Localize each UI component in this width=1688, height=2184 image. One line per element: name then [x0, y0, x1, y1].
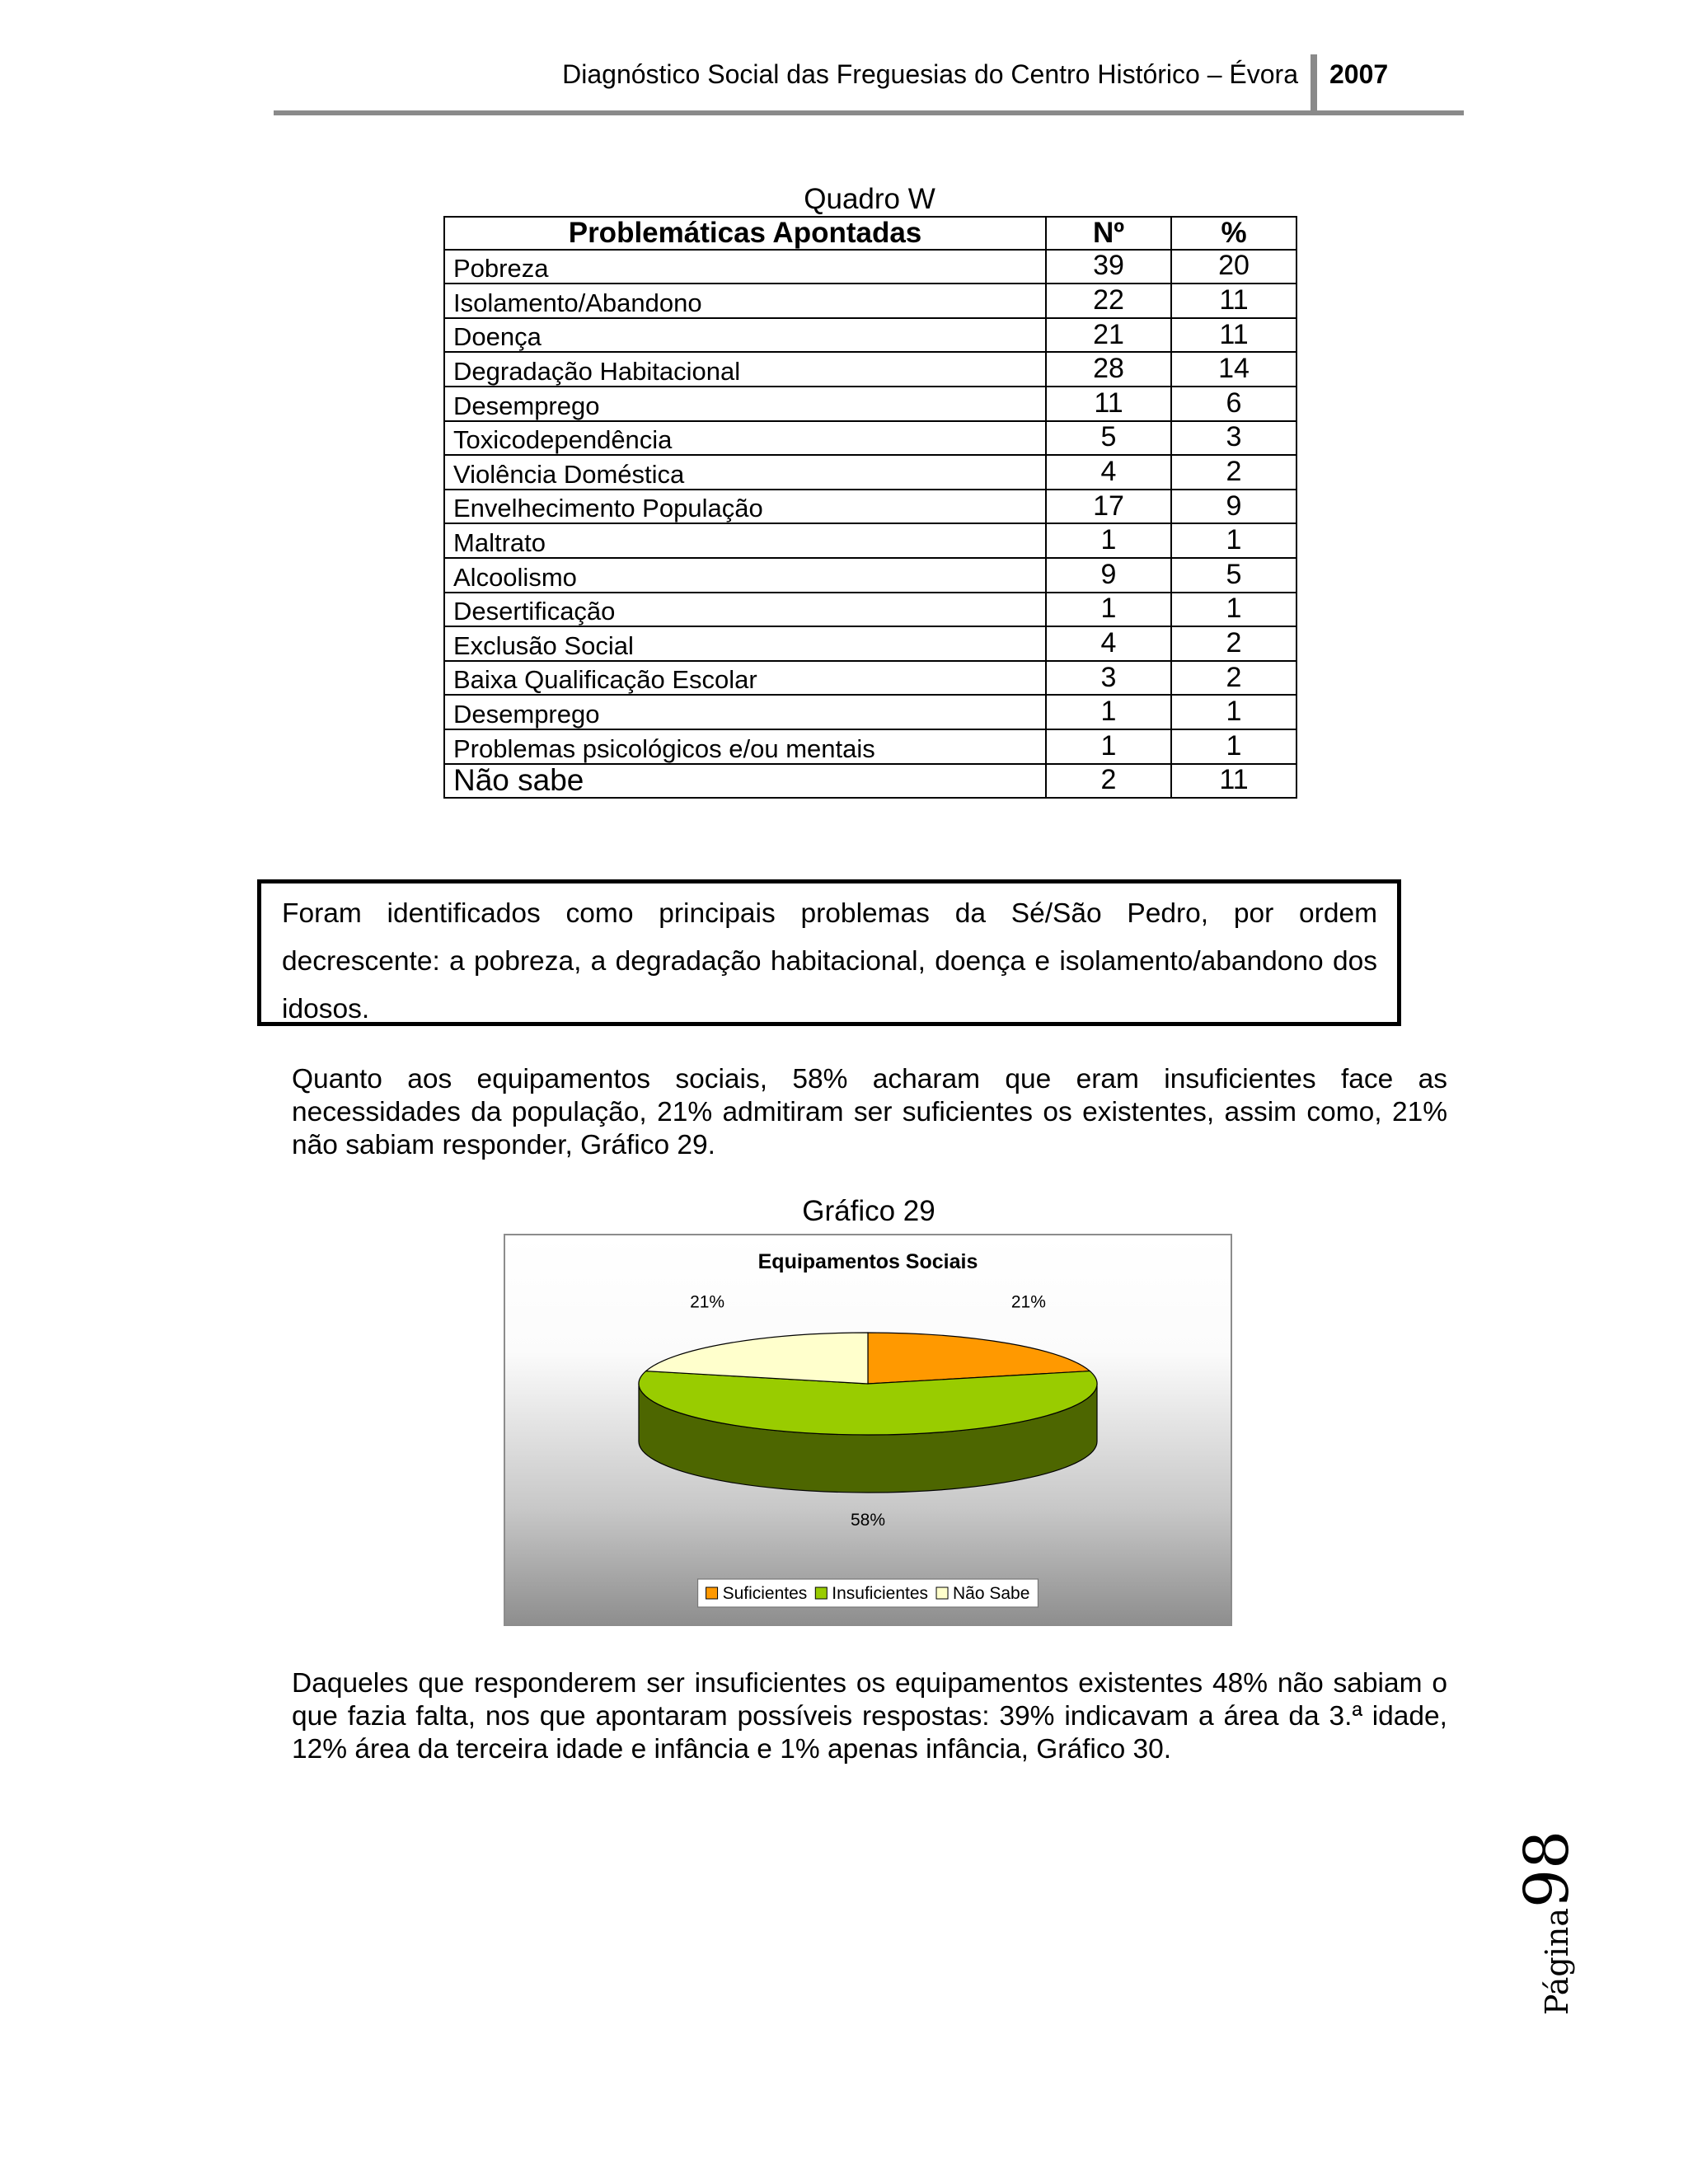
pie-chart — [505, 1235, 1231, 1624]
paragraph-insufficient: Daqueles que responderem ser insuficientes os equipamentos existentes 48% não sabiam o que fazia falta, nos que apontaram possíveis respostas: 39% indicavam a área da 3.ª idade, 12% área da terceira idade e infância e 1% apenas infância, Gráfico 30. — [292, 1668, 1447, 1765]
pie-label-0: 21% — [1010, 1292, 1046, 1312]
percent-cell: 20 — [1171, 250, 1296, 284]
page-number-block — [1512, 1830, 1582, 2016]
percent-cell: 11 — [1171, 284, 1296, 318]
problem-cell: Baixa Qualificação Escolar — [444, 661, 1046, 696]
column-header-percent: % — [1171, 217, 1296, 250]
chart-legend — [698, 1579, 1039, 1607]
pie-top-slices — [639, 1333, 1097, 1435]
problems-table — [443, 216, 1297, 799]
table-row — [444, 626, 1296, 661]
percent-cell: 2 — [1171, 455, 1296, 490]
percent-cell: 2 — [1171, 626, 1296, 661]
percent-cell: 1 — [1171, 729, 1296, 764]
table-row — [444, 250, 1296, 284]
percent-cell: 11 — [1171, 764, 1296, 799]
problem-cell: Toxicodependência — [444, 421, 1046, 456]
legend-label-1: Insuficientes — [832, 1584, 929, 1603]
problem-cell: Envelhecimento População — [444, 490, 1046, 524]
legend-swatch-2 — [936, 1587, 948, 1599]
count-cell: 28 — [1046, 352, 1171, 387]
chart-title: Equipamentos Sociais — [757, 1250, 978, 1273]
highlight-text: Foram identificados como principais problemas da Sé/São Pedro, por ordem decrescente: a pobreza, a degradação habitacional, doença e isolamento/abandono dos idosos. — [282, 898, 1377, 1024]
problem-cell: Desemprego — [444, 387, 1046, 421]
legend-swatch-1 — [815, 1587, 827, 1599]
legend-label-0: Suficientes — [722, 1584, 808, 1603]
table-caption: Quadro W — [804, 183, 935, 215]
table-header-row — [444, 217, 1296, 250]
percent-cell: 6 — [1171, 387, 1296, 421]
problem-cell: Problemas psicológicos e/ou mentais — [444, 729, 1046, 764]
count-cell: 17 — [1046, 490, 1171, 524]
table-row — [444, 523, 1296, 558]
problem-cell: Isolamento/Abandono — [444, 284, 1046, 318]
column-header-count: Nº — [1046, 217, 1171, 250]
count-cell: 3 — [1046, 661, 1171, 696]
table-row — [444, 421, 1296, 456]
highlight-box — [257, 879, 1401, 1026]
table-row — [444, 387, 1296, 421]
table-row — [444, 764, 1296, 799]
count-cell: 1 — [1046, 523, 1171, 558]
count-cell: 9 — [1046, 558, 1171, 593]
problem-cell: Maltrato — [444, 523, 1046, 558]
count-cell: 1 — [1046, 695, 1171, 729]
problem-cell: Desemprego — [444, 695, 1046, 729]
percent-cell: 11 — [1171, 318, 1296, 353]
header-separator — [1311, 54, 1317, 114]
problem-cell: Violência Doméstica — [444, 455, 1046, 490]
count-cell: 22 — [1046, 284, 1171, 318]
count-cell: 5 — [1046, 421, 1171, 456]
table-row — [444, 661, 1296, 696]
percent-cell: 1 — [1171, 695, 1296, 729]
percent-cell: 3 — [1171, 421, 1296, 456]
legend-label-2: Não Sabe — [953, 1584, 1030, 1603]
page-word: Página — [1539, 1908, 1575, 2016]
pie-chart-frame — [504, 1234, 1232, 1626]
table-row — [444, 352, 1296, 387]
table-row — [444, 455, 1296, 490]
table-row — [444, 318, 1296, 353]
chart-caption: Gráfico 29 — [802, 1195, 935, 1227]
table-row — [444, 558, 1296, 593]
problem-cell: Alcoolismo — [444, 558, 1046, 593]
count-cell: 4 — [1046, 455, 1171, 490]
problem-cell: Não sabe — [444, 764, 1046, 799]
count-cell: 1 — [1046, 729, 1171, 764]
count-cell: 39 — [1046, 250, 1171, 284]
problem-cell: Degradação Habitacional — [444, 352, 1046, 387]
count-cell: 1 — [1046, 593, 1171, 627]
header-rule — [274, 110, 1464, 115]
page-number: 98 — [1512, 1830, 1582, 1909]
document-header-title: Diagnóstico Social das Freguesias do Centro Histórico – Évora — [562, 59, 1298, 89]
count-cell: 21 — [1046, 318, 1171, 353]
problem-cell: Exclusão Social — [444, 626, 1046, 661]
percent-cell: 14 — [1171, 352, 1296, 387]
column-header-problem: Problemáticas Apontadas — [444, 217, 1046, 250]
legend-swatch-0 — [706, 1587, 718, 1599]
table-row — [444, 284, 1296, 318]
count-cell: 11 — [1046, 387, 1171, 421]
percent-cell: 2 — [1171, 661, 1296, 696]
problem-cell: Desertificação — [444, 593, 1046, 627]
table-body — [444, 250, 1296, 799]
problem-cell: Doença — [444, 318, 1046, 353]
percent-cell: 9 — [1171, 490, 1296, 524]
count-cell: 4 — [1046, 626, 1171, 661]
document-header-year: 2007 — [1329, 59, 1389, 89]
count-cell: 2 — [1046, 764, 1171, 799]
table-row — [444, 695, 1296, 729]
percent-cell: 5 — [1171, 558, 1296, 593]
percent-cell: 1 — [1171, 593, 1296, 627]
paragraph-equipment: Quanto aos equipamentos sociais, 58% acharam que eram insuficientes face as necessidades da população, 21% admitiram ser suficientes os existentes, assim como, 21% não sabiam responder, Gráfico 29. — [292, 1064, 1447, 1160]
problem-cell: Pobreza — [444, 250, 1046, 284]
pie-label-2: 21% — [690, 1292, 725, 1312]
percent-cell: 1 — [1171, 523, 1296, 558]
table-row — [444, 729, 1296, 764]
table-row — [444, 593, 1296, 627]
pie-label-1: 58% — [850, 1511, 886, 1530]
table-row — [444, 490, 1296, 524]
